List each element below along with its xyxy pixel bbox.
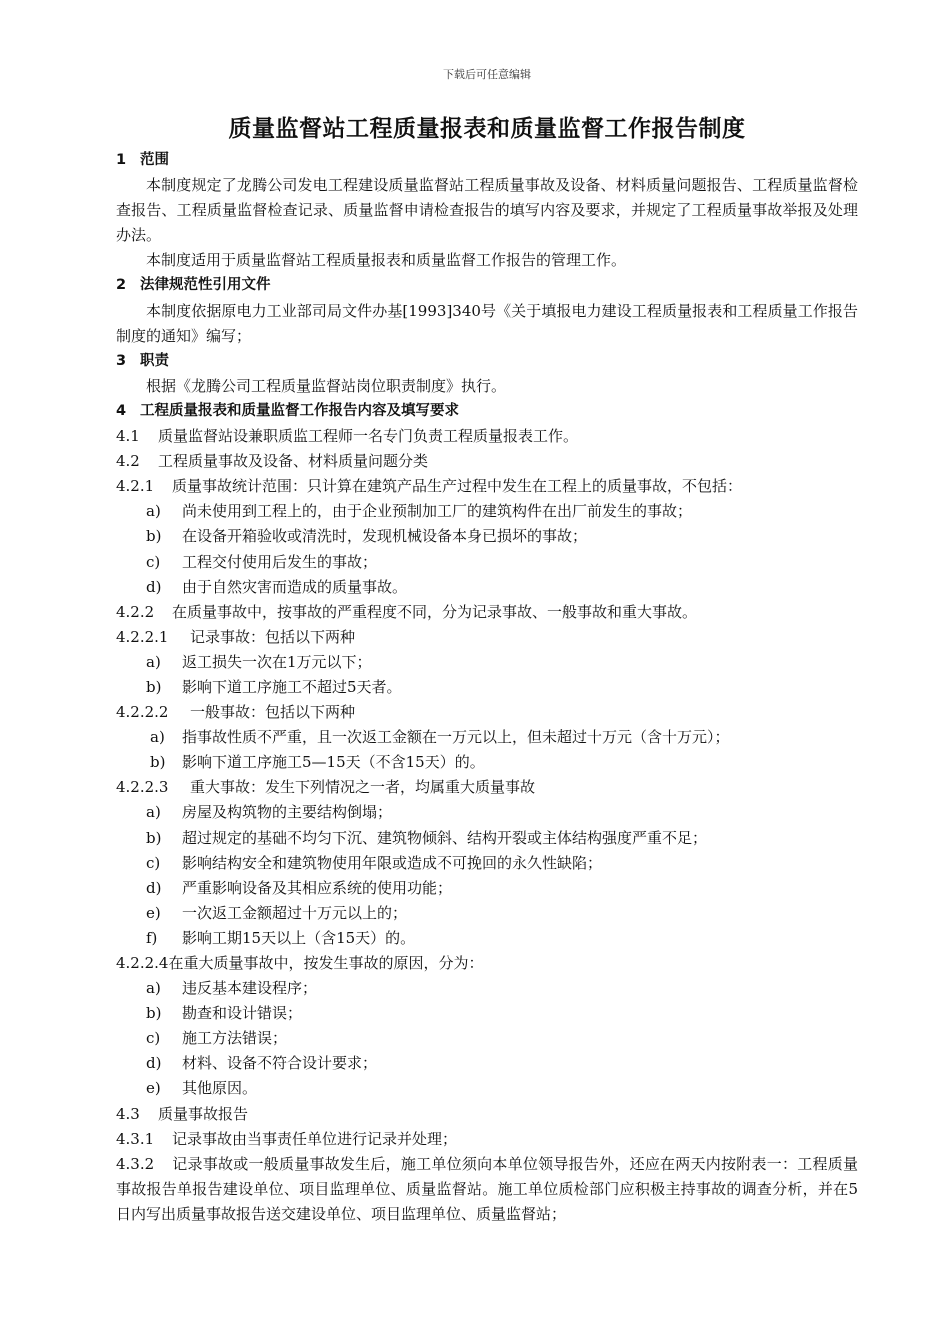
list-item: b) 影响下道工序施工不超过5天者。 — [146, 677, 402, 696]
section-1-heading: 1 范围 — [116, 152, 169, 168]
document-body — [116, 148, 858, 1227]
section-2-heading: 2 法律规范性引用文件 — [116, 277, 271, 294]
list-item: b) 影响下道工序施工5—15天（不含15天）的。 — [150, 753, 485, 772]
list-item: c) 影响结构安全和建筑物使用年限或造成不可挽回的永久性缺陷； — [146, 853, 603, 872]
clause-4-2-1: 4.2.1 质量事故统计范围：只计算在建筑产品生产过程中发生在工程上的质量事故，不包括： — [116, 477, 743, 496]
list-item: f) 影响工期15天以上（含15天）的。 — [146, 928, 416, 947]
clause-4-3: 4.3 质量事故报告 — [116, 1104, 249, 1123]
list-item: b) 勘查和设计错误； — [146, 1004, 303, 1023]
list-item: a) 尚未使用到工程上的，由于企业预制加工厂的建筑构件在出厂前发生的事故； — [146, 502, 693, 521]
clause-4-2-2: 4.2.2 在质量事故中，按事故的严重程度不同，分为记录事故、一般事故和重大事故。 — [116, 602, 698, 621]
clause-4-3-1: 4.3.1 记录事故由当事责任单位进行记录并处理； — [116, 1129, 458, 1148]
list-item: c) 工程交付使用后发生的事故； — [146, 552, 378, 571]
list-item: a) 指事故性质不严重，且一次返工金额在一万元以上，但未超过十万元（含十万元）； — [150, 728, 730, 747]
paragraph-scope-1: 本制度规定了龙腾公司发电工程建设质量监督站工程质量事故及设备、材料质量问题报告、工程质量监督检查报告、工程质量监督检查记录、质量监督申请检查报告的填写内容及要求，并规定了工程质量事故举报及处理办法。 — [116, 176, 858, 245]
paragraph-scope-2: 本制度适用于质量监督站工程质量报表和质量监督工作报告的管理工作。 — [146, 251, 627, 270]
list-item: d) 由于自然灾害而造成的质量事故。 — [146, 577, 408, 596]
paragraph-duties: 根据《龙腾公司工程质量监督站岗位职责制度》执行。 — [146, 376, 507, 395]
list-item: c) 施工方法错误； — [146, 1029, 288, 1048]
paragraph-references: 本制度依据原电力工业部司局文件办基[1993]340号《关于填报电力建设工程质量报表和工程质量工作报告制度的通知》编写； — [116, 301, 858, 345]
clause-4-3-2: 4.3.2 记录事故或一般质量事故发生后，施工单位须向本单位领导报告外，还应在两天内按附表一：工程质量事故报告单报告建设单位、项目监理单位、质量监督站。施工单位质检部门应积极主持事故的调查分析，并在5日内写出质量事故报告送交建设单位、项目监理单位、质量监督站； — [116, 1154, 858, 1223]
section-3-heading: 3 职责 — [116, 352, 169, 369]
list-item: e) 其他原因。 — [146, 1079, 258, 1098]
list-item: d) 严重影响设备及其相应系统的使用功能； — [146, 878, 453, 897]
clause-4-2-2-4: 4.2.2.4在重大质量事故中，按发生事故的原因，分为： — [116, 954, 484, 972]
clause-4-1: 4.1 质量监督站设兼职质监工程师一名专门负责工程质量报表工作。 — [116, 427, 579, 446]
list-item: a) 返工损失一次在1万元以下； — [146, 652, 372, 671]
list-item: e) 一次返工金额超过十万元以上的； — [146, 903, 408, 922]
list-item: d) 材料、设备不符合设计要求； — [146, 1054, 378, 1073]
list-item: a) 房屋及构筑物的主要结构倒塌； — [146, 803, 393, 822]
clause-4-2-2-2: 4.2.2.2 一般事故：包括以下两种 — [116, 703, 356, 722]
list-item: a) 违反基本建设程序； — [146, 979, 318, 998]
section-4-heading: 4 工程质量报表和质量监督工作报告内容及填写要求 — [116, 402, 459, 419]
clause-4-2: 4.2 工程质量事故及设备、材料质量问题分类 — [116, 452, 429, 471]
header-note: 下载后可任意编辑 — [443, 68, 531, 81]
clause-4-2-2-3: 4.2.2.3 重大事故：发生下列情况之一者，均属重大质量事故 — [116, 778, 536, 797]
list-item: b) 在设备开箱验收或清洗时，发现机械设备本身已损坏的事故； — [146, 527, 588, 546]
clause-4-2-2-1: 4.2.2.1 记录事故：包括以下两种 — [116, 627, 356, 646]
list-item: b) 超过规定的基础不均匀下沉、建筑物倾斜、结构开裂或主体结构强度严重不足； — [146, 828, 708, 847]
document-title: 质量监督站工程质量报表和质量监督工作报告制度 — [228, 116, 746, 142]
